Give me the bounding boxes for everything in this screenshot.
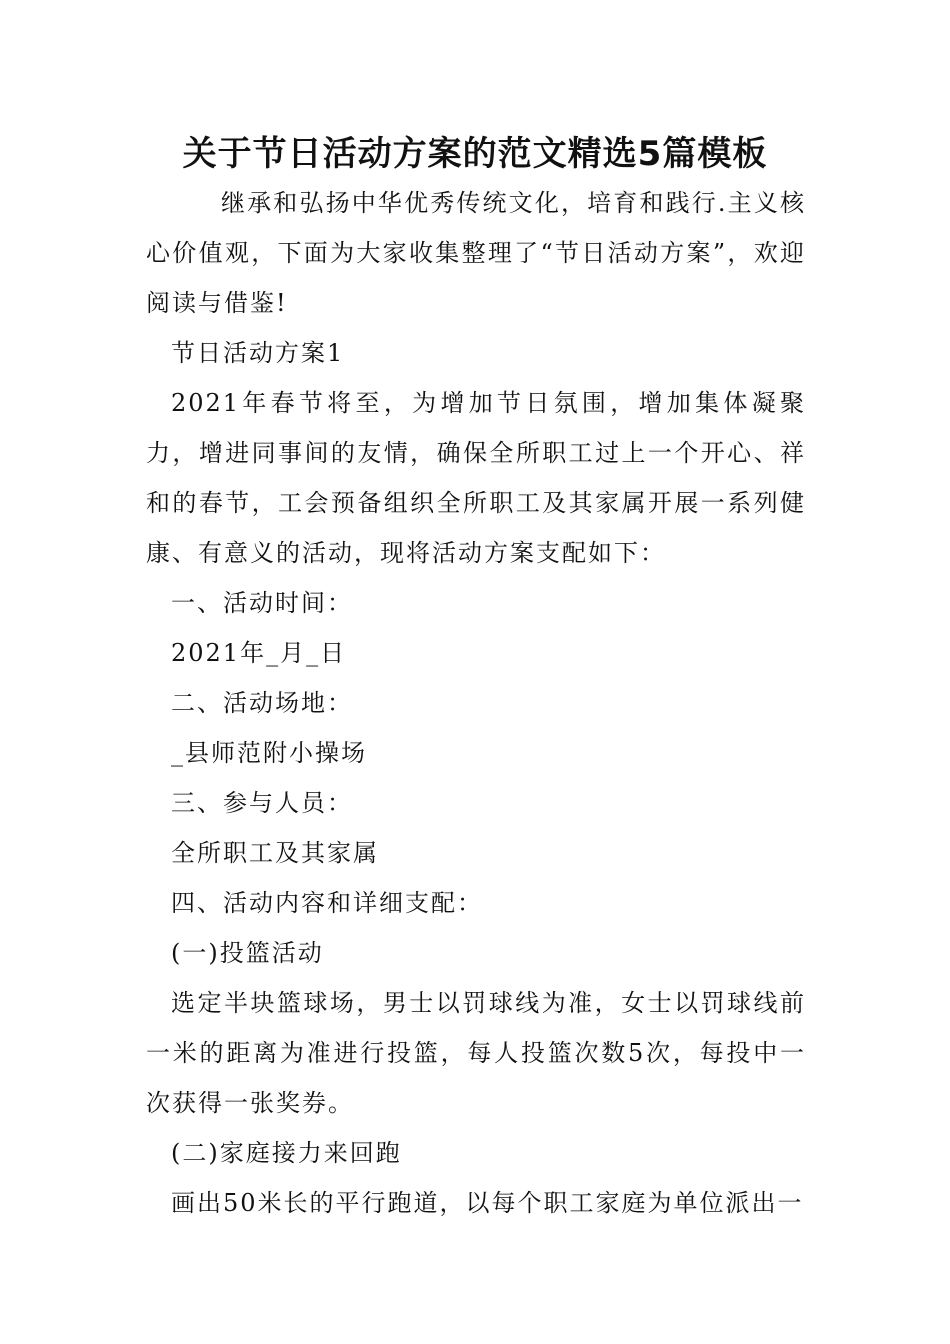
section-heading: 三、参与人员： — [171, 789, 353, 817]
intro-paragraph: 继承和弘扬中华优秀传统文化，培育和践行.主义核心价值观，下面为大家收集整理了“节日活动方案”，欢迎阅读与借鉴! — [146, 189, 806, 317]
section-heading: 一、活动时间： — [171, 589, 353, 617]
subsection-heading: (二)家庭接力来回跑 — [171, 1139, 402, 1167]
body-paragraph: 2021年春节将至，为增加节日氛围，增加集体凝聚力，增进同事间的友情，确保全所职工过上一个开心、祥和的春节，工会预备组织全所职工及其家属开展一系列健康、有意义的活动，现将活动方案支配如下： — [146, 389, 806, 567]
body-paragraph: 选定半块篮球场，男士以罚球线为准，女士以罚球线前一米的距离为准进行投篮，每人投篮次数5次，每投中一次获得一张奖券。 — [146, 989, 806, 1117]
section-heading: 节日活动方案1 — [171, 339, 345, 367]
section-heading: 四、活动内容和详细支配： — [171, 889, 483, 917]
body-paragraph: 画出50米长的平行跑道，以每个职工家庭为单位派出一 — [171, 1189, 804, 1217]
body-paragraph: 2021年_月_日 — [171, 639, 347, 667]
document-body — [146, 178, 806, 1228]
document-title: 关于节日活动方案的范文精选5篇模板 — [182, 134, 768, 174]
body-paragraph: _县师范附小操场 — [171, 739, 367, 767]
body-paragraph: 全所职工及其家属 — [171, 839, 379, 867]
subsection-heading: (一)投篮活动 — [171, 939, 324, 967]
section-heading: 二、活动场地： — [171, 689, 353, 717]
